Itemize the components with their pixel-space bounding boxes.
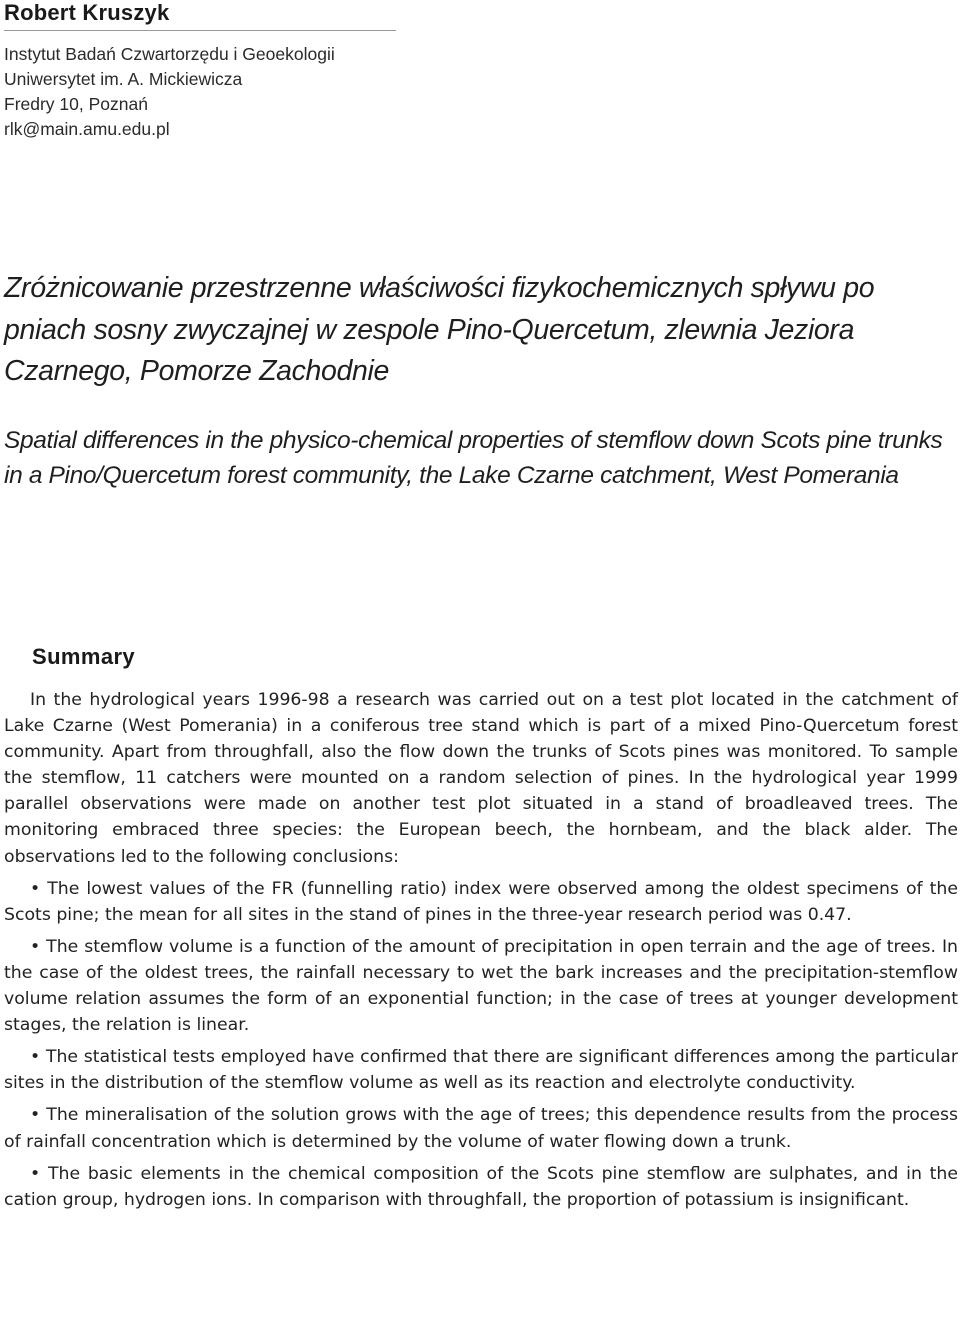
conclusion-text: The stemflow volume is a function of the amount of precipitation in open terrain and the age of trees. In the case of the oldest trees, the rainfall necessary to wet the bark increases and the precipitation-stemflow volume relation assumes the form of an exponential function; in the case of trees at younger development stages, the relation is linear. xyxy=(4,936,958,1036)
author-affiliation xyxy=(4,42,396,142)
author-block xyxy=(4,0,396,142)
summary-heading: Summary xyxy=(32,644,136,669)
affiliation-institute: Instytut Badań Czwartorzędu i Geoekologii xyxy=(4,44,335,64)
title-polish: Zróżnicowanie przestrzenne właściwości fizykochemicznych spływu po pniach sosny zwyczajnej w zespole Pino-Quercetum, zlewnia Jeziora Czarnego, Pomorze Zachodnie xyxy=(4,272,875,387)
conclusion-text: The statistical tests employed have confirmed that there are significant differences among the particular sites in the distribution of the stemflow volume as well as its reaction and electrolyte conductivity. xyxy=(4,1047,958,1094)
author-name: Robert Kruszyk xyxy=(4,0,396,31)
conclusion-text: The mineralisation of the solution grows with the age of trees; this dependence results from the process of rainfall concentration which is determined by the volume of water flowing down a trunk. xyxy=(4,1105,958,1152)
bullet-mark: • xyxy=(30,1105,41,1126)
conclusion-item xyxy=(4,1044,958,1096)
conclusion-item xyxy=(4,934,958,1038)
summary-body xyxy=(4,687,958,1213)
bullet-mark: • xyxy=(30,878,41,899)
affiliation-email: rlk@main.amu.edu.pl xyxy=(4,119,170,139)
conclusions-list xyxy=(4,876,958,1213)
summary-intro: In the hydrological years 1996-98 a research was carried out on a test plot located in the catchment of Lake Czarne (West Pomerania) in a coniferous tree stand which is part of a mixed Pino-Quercetum forest community. Apart from throughfall, also the flow down the trunks of Scots pines was monitored. To sample the stemflow, 11 catchers were mounted on a random selection of pines. In the hydrological year 1999 parallel observations were made on another test plot situated in a stand of broadleaved trees. The monitoring embraced three species: the European beech, the hornbeam, and the black alder. The observations led to the following conclusions: xyxy=(4,690,958,867)
bullet-mark: • xyxy=(30,1047,41,1068)
title-english: Spatial differences in the physico-chemical properties of stemflow down Scots pine trunks in a Pino/Quercetum forest community, the Lake Czarne catchment, West Pomerania xyxy=(4,427,943,489)
bullet-mark: • xyxy=(30,1163,41,1184)
conclusion-text: The basic elements in the chemical composition of the Scots pine stemflow are sulphates, and in the cation group, hydrogen ions. In comparison with throughfall, the proportion of potassium is insignificant. xyxy=(4,1163,958,1210)
conclusion-item xyxy=(4,1161,958,1213)
conclusion-item xyxy=(4,1102,958,1154)
affiliation-address: Fredry 10, Poznań xyxy=(4,94,148,114)
affiliation-university: Uniwersytet im. A. Mickiewicza xyxy=(4,69,243,89)
conclusion-item xyxy=(4,876,958,928)
bullet-mark: • xyxy=(30,936,41,957)
conclusion-text: The lowest values of the FR (funnelling ratio) index were observed among the oldest specimens of the Scots pine; the mean for all sites in the stand of pines in the three-year research period was 0.47. xyxy=(4,878,958,925)
